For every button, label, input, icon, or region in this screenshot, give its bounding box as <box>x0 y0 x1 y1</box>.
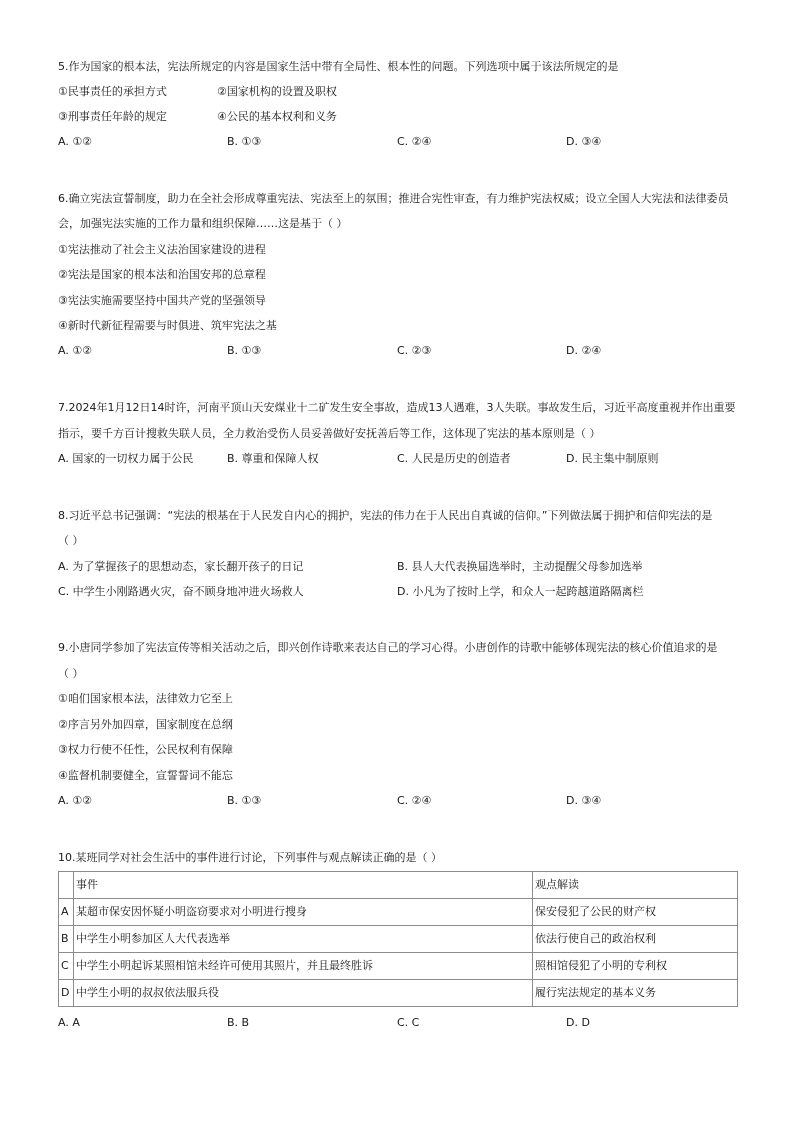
question-10-option-a[interactable]: A. A <box>58 1016 80 1029</box>
question-6-statement-4: ④新时代新征程需要与时俱进、筑牢宪法之基 <box>58 319 277 332</box>
table-header-cell: 事件 <box>74 872 533 899</box>
question-9-option-c[interactable]: C. ②④ <box>397 794 432 807</box>
question-6-stem-line-1: 6.确立宪法宣誓制度，助力在全社会形成尊重宪法、宪法至上的氛围；推进合宪性审查，有力维护宪法权威；设立全国人大宪法和法律委员 <box>58 192 729 205</box>
question-5-option-d[interactable]: D. ③④ <box>566 135 602 148</box>
question-6-option-c[interactable]: C. ②③ <box>397 344 432 357</box>
question-8-option-a[interactable]: A. 为了掌握孩子的思想动态，家长翻开孩子的日记 <box>58 560 304 573</box>
table-header-cell <box>59 872 74 899</box>
question-6-option-a[interactable]: A. ①② <box>58 344 93 357</box>
question-6-statement-2: ②宪法是国家的根本法和治国安邦的总章程 <box>58 268 266 281</box>
question-5-statement-1: ①民事责任的承担方式 <box>58 85 167 98</box>
table-cell-interpretation: 履行宪法规定的基本义务 <box>533 980 738 1007</box>
question-9-option-a[interactable]: A. ①② <box>58 794 93 807</box>
table-row <box>59 980 738 1007</box>
question-5-option-c[interactable]: C. ②④ <box>397 135 432 148</box>
table-cell-label: B <box>59 926 74 953</box>
question-6-option-d[interactable]: D. ②④ <box>566 344 602 357</box>
question-8-option-d[interactable]: D. 小凡为了按时上学，和众人一起跨越道路隔离栏 <box>397 585 644 598</box>
table-row <box>59 926 738 953</box>
question-5-option-a[interactable]: A. ①② <box>58 135 93 148</box>
question-9-statement-4: ④监督机制要健全，宣誓誓词不能忘 <box>58 769 233 782</box>
table-header-cell: 观点解读 <box>533 872 738 899</box>
question-5-option-b[interactable]: B. ①③ <box>227 135 262 148</box>
question-7-option-c[interactable]: C. 人民是历史的创造者 <box>397 452 511 465</box>
question-6-stem-line-2: 会，加强宪法实施的工作力量和组织保障……这是基于（ ） <box>58 217 348 230</box>
question-8-option-c[interactable]: C. 中学生小刚路遇火灾，奋不顾身地冲进火场救人 <box>58 585 304 598</box>
question-9-statement-1: ①咱们国家根本法，法律效力它至上 <box>58 692 233 705</box>
question-5-stem: 5.作为国家的根本法，宪法所规定的内容是国家生活中带有全局性、根本性的问题。下列选项中属于该法所规定的是 <box>58 60 619 73</box>
table-cell-label: C <box>59 953 74 980</box>
question-10-stem: 10.某班同学对社会生活中的事件进行讨论，下列事件与观点解读正确的是（ ） <box>58 851 442 864</box>
question-9-statement-2: ②序言另外加四章，国家制度在总纲 <box>58 718 233 731</box>
question-9-option-d[interactable]: D. ③④ <box>566 794 602 807</box>
table-cell-event: 中学生小明参加区人大代表选举 <box>74 926 533 953</box>
question-9-stem-line-2: （ ） <box>58 667 84 680</box>
question-5-statement-4: ④公民的基本权利和义务 <box>217 110 337 123</box>
question-6-statement-3: ③宪法实施需要坚持中国共产党的坚强领导 <box>58 294 266 307</box>
question-9-stem-line-1: 9.小唐同学参加了宪法宣传等相关活动之后，即兴创作诗歌来表达自己的学习心得。小唐创作的诗歌中能够体现宪法的核心价值追求的是 <box>58 641 718 654</box>
question-5-statement-3: ③刑事责任年龄的规定 <box>58 110 167 123</box>
table-cell-label: A <box>59 899 74 926</box>
question-7-option-d[interactable]: D. 民主集中制原则 <box>566 452 659 465</box>
question-5-statement-2: ②国家机构的设置及职权 <box>217 85 337 98</box>
table-cell-event: 中学生小明的叔叔依法服兵役 <box>74 980 533 1007</box>
table-cell-label: D <box>59 980 74 1007</box>
question-7-stem-line-1: 7.2024年1月12日14时许，河南平顶山天安煤业十二矿发生安全事故，造成13人遇难，3人失联。事故发生后，习近平高度重视并作出重要 <box>58 401 736 414</box>
question-10-table <box>58 871 738 1007</box>
table-cell-interpretation: 依法行使自己的政治权利 <box>533 926 738 953</box>
table-row <box>59 899 738 926</box>
question-10-option-b[interactable]: B. B <box>227 1016 250 1029</box>
question-6-statement-1: ①宪法推动了社会主义法治国家建设的进程 <box>58 243 266 256</box>
table-header-row <box>59 872 738 899</box>
question-7-stem-line-2: 指示，要千方百计搜救失联人员，全力救治受伤人员妥善做好安抚善后等工作，这体现了宪法的基本原则是（ ） <box>58 427 601 440</box>
table-cell-interpretation: 保安侵犯了公民的财产权 <box>533 899 738 926</box>
question-10-option-d[interactable]: D. D <box>566 1016 590 1029</box>
table-cell-event: 中学生小明起诉某照相馆未经许可使用其照片，并且最终胜诉 <box>74 953 533 980</box>
question-8-stem-line-1: 8.习近平总书记强调：“宪法的根基在于人民发自内心的拥护，宪法的伟力在于人民出自真诚的信仰。”下列做法属于拥护和信仰宪法的是 <box>58 509 713 522</box>
question-10-option-c[interactable]: C. C <box>397 1016 420 1029</box>
question-7-option-a[interactable]: A. 国家的一切权力属于公民 <box>58 452 194 465</box>
question-9-statement-3: ③权力行使不任性，公民权利有保障 <box>58 743 233 756</box>
table-row <box>59 953 738 980</box>
question-7-option-b[interactable]: B. 尊重和保障人权 <box>227 452 319 465</box>
question-6-option-b[interactable]: B. ①③ <box>227 344 262 357</box>
table-cell-event: 某超市保安因怀疑小明盗窃要求对小明进行搜身 <box>74 899 533 926</box>
question-8-stem-line-2: （ ） <box>58 534 84 547</box>
table-cell-interpretation: 照相馆侵犯了小明的专利权 <box>533 953 738 980</box>
question-8-option-b[interactable]: B. 县人大代表换届选举时，主动提醒父母参加选举 <box>397 560 643 573</box>
question-9-option-b[interactable]: B. ①③ <box>227 794 262 807</box>
